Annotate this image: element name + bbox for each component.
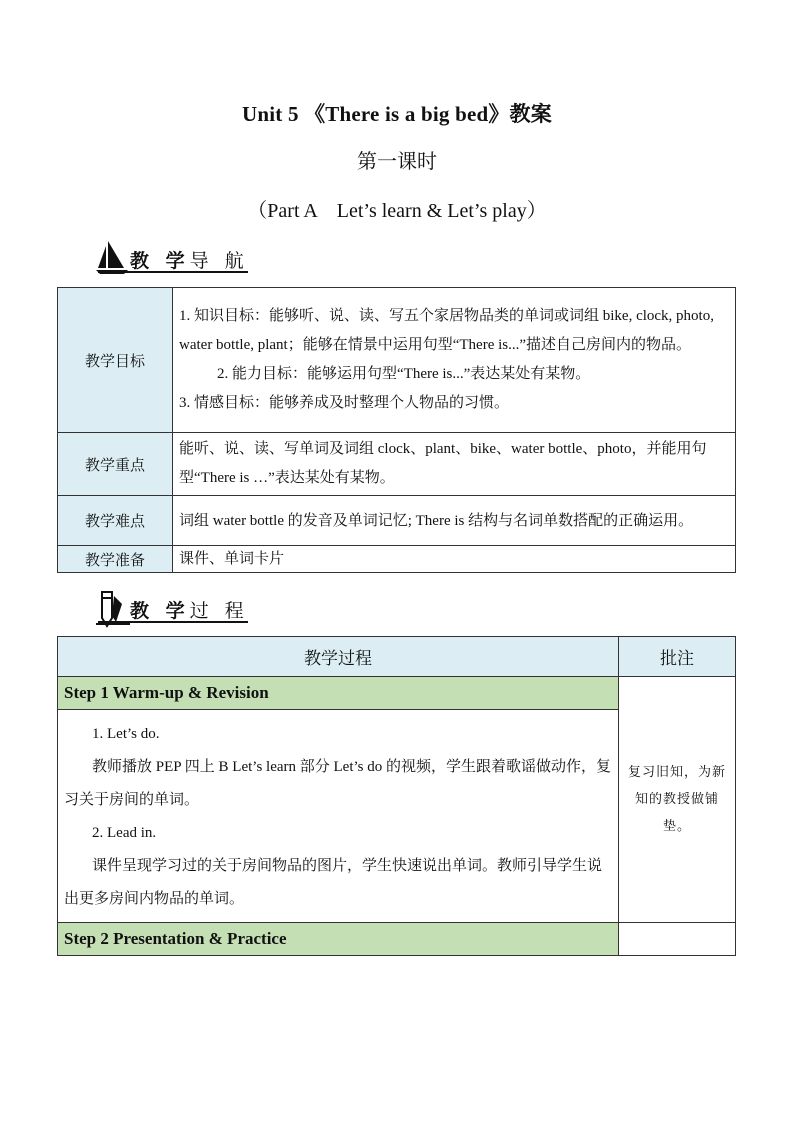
difficulties-content: 词组 water bottle 的发音及单词记忆; There is 结构与名词单数搭配的正确运用。 xyxy=(173,496,736,546)
lesson-number: 第一课时 xyxy=(357,151,437,173)
row-label-objectives: 教学目标 xyxy=(58,288,173,433)
step1-body: 1. Let’s do. 教师播放 PEP 四上 B Let’s learn 部分 Let’s do 的视频，学生跟着歌谣做动作，复习关于房间的单词。 2. Lead in. 课件呈现学习过的关于房间物品的图片，学生快速说出单词。教师引导学生说出更多房间内物品的单词。 xyxy=(58,710,619,923)
document-title: Unit 5 《There is a big bed》教案 xyxy=(242,102,552,126)
table-row xyxy=(58,546,736,573)
column-header-process: 教学过程 xyxy=(58,637,619,677)
table-header-row xyxy=(58,637,736,677)
process-table xyxy=(57,636,736,956)
section-underline xyxy=(98,621,248,623)
row-label-key-points: 教学重点 xyxy=(58,433,173,496)
section-heading-process xyxy=(94,588,264,630)
section-label: 教 学过 程 xyxy=(130,600,249,622)
preparation-content: 课件、单词卡片 xyxy=(173,546,736,573)
table-row xyxy=(58,288,736,433)
step2-note xyxy=(619,923,736,956)
goals-table xyxy=(57,287,736,573)
section-label: 教 学导 航 xyxy=(130,250,249,272)
row-label-difficulties: 教学难点 xyxy=(58,496,173,546)
lesson-part: （Part A Let’s learn & Let’s play） xyxy=(247,200,547,222)
step2-title: Step 2 Presentation & Practice xyxy=(58,923,619,956)
objectives-content: 1. 知识目标：能够听、说、读、写五个家居物品类的单词或词组 bike, clock, photo, water bottle, plant；能够在情景中运用句型“There is...”描述自己房间内的物品。 2. 能力目标：能够运用句型“There is...”表达某处有某物。 3. 情感目标：能够养成及时整理个人物品的习惯。 xyxy=(173,288,736,433)
table-row xyxy=(58,923,736,956)
section-underline xyxy=(98,271,248,273)
table-row xyxy=(58,433,736,496)
column-header-notes: 批注 xyxy=(619,637,736,677)
pencil-icon xyxy=(94,588,134,630)
section-heading-navigation xyxy=(94,238,264,280)
table-row xyxy=(58,496,736,546)
row-label-preparation: 教学准备 xyxy=(58,546,173,573)
step1-note: 复习旧知，为新知的教授做铺垫。 xyxy=(619,677,736,923)
key-points-content: 能听、说、读、写单词及词组 clock、plant、bike、water bottle、photo，并能用句型“There is …”表达某处有某物。 xyxy=(173,433,736,496)
step1-title: Step 1 Warm-up & Revision xyxy=(58,677,619,710)
table-row xyxy=(58,677,736,710)
